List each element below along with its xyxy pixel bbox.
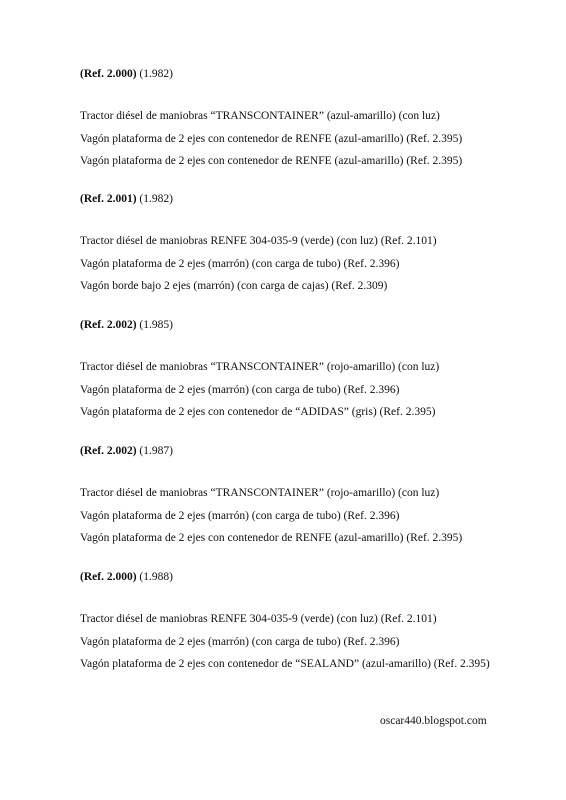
set-section <box>80 443 540 544</box>
set-heading <box>80 191 540 207</box>
set-year: (1.988) <box>139 571 173 583</box>
list-item: Vagón plataforma de 2 ejes con contenedor de “SEALAND” (azul-amarillo) (Ref. 2.395) <box>80 658 490 670</box>
set-section <box>80 569 540 670</box>
footer-url: oscar440.blogspot.com <box>380 715 487 727</box>
set-year: (1.985) <box>139 319 173 331</box>
list-item: Vagón plataforma de 2 ejes con contenedor de RENFE (azul-amarillo) (Ref. 2.395) <box>80 155 463 167</box>
list-item: Vagón plataforma de 2 ejes (marrón) (con carga de tubo) (Ref. 2.396) <box>80 383 400 396</box>
set-section <box>80 191 540 292</box>
set-ref: (Ref. 2.000) <box>80 571 137 583</box>
set-heading <box>80 66 540 82</box>
set-ref: (Ref. 2.002) <box>80 319 137 331</box>
set-heading <box>80 443 540 459</box>
set-item-list <box>80 108 462 176</box>
list-item: Tractor diésel de maniobras “TRANSCONTAINER” (rojo-amarillo) (con luz) <box>80 487 440 499</box>
set-section <box>80 66 540 167</box>
list-item: Vagón plataforma de 2 ejes (marrón) (con carga de tubo) (Ref. 2.396) <box>80 635 400 648</box>
set-item-list <box>80 233 437 301</box>
list-item: Tractor diésel de maniobras “TRANSCONTAINER” (azul-amarillo) (con luz) <box>80 110 440 122</box>
list-item: Tractor diésel de maniobras “TRANSCONTAINER” (rojo-amarillo) (con luz) <box>80 361 440 373</box>
set-ref: (Ref. 2.002) <box>80 445 137 457</box>
list-item: Vagón plataforma de 2 ejes (marrón) (con carga de tubo) (Ref. 2.396) <box>80 509 400 522</box>
list-item: Tractor diésel de maniobras RENFE 304-035-9 (verde) (con luz) (Ref. 2.101) <box>80 235 437 247</box>
list-item: Vagón plataforma de 2 ejes con contenedor de RENFE (azul-amarillo) (Ref. 2.395) <box>80 532 463 544</box>
set-section <box>80 317 540 418</box>
set-heading <box>80 317 540 333</box>
list-item: Tractor diésel de maniobras RENFE 304-035-9 (verde) (con luz) (Ref. 2.101) <box>80 613 437 625</box>
list-item: Vagón plataforma de 2 ejes (marrón) (con carga de tubo) (Ref. 2.396) <box>80 257 400 270</box>
list-item: Vagón plataforma de 2 ejes con contenedor de RENFE (azul-amarillo) (Ref. 2.395) <box>80 132 463 145</box>
set-year: (1.982) <box>139 68 173 80</box>
set-year: (1.982) <box>139 193 173 205</box>
set-ref: (Ref. 2.000) <box>80 68 137 80</box>
set-item-list <box>80 485 462 553</box>
list-item: Vagón borde bajo 2 ejes (marrón) (con carga de cajas) (Ref. 2.309) <box>80 280 388 292</box>
set-item-list <box>80 359 439 427</box>
set-ref: (Ref. 2.001) <box>80 193 137 205</box>
set-heading <box>80 569 540 585</box>
set-year: (1.987) <box>139 445 173 457</box>
set-item-list <box>80 611 490 679</box>
list-item: Vagón plataforma de 2 ejes con contenedor de “ADIDAS” (gris) (Ref. 2.395) <box>80 406 436 418</box>
